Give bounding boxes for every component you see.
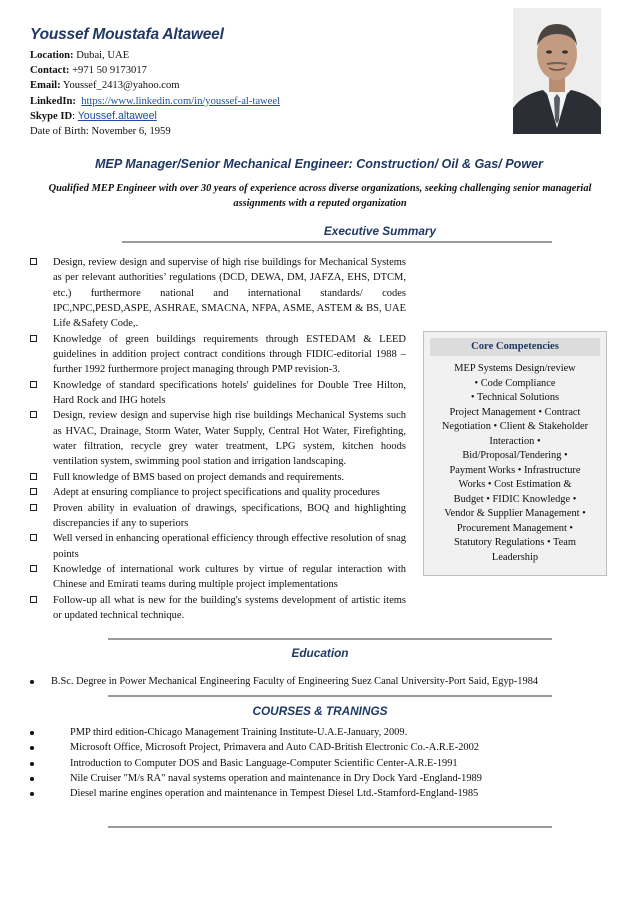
competency-line: Interaction •: [489, 435, 541, 447]
dob-label: Date of Birth:: [30, 126, 89, 138]
portrait-image: [513, 8, 601, 134]
checkbox-bullet-icon: [30, 335, 37, 342]
list-item: Design, review design and supervise high rise buildings Mechanical Systems such as HVAC, Drainage, Storm Water, Water Supply, Central Hot Water, Firefighting, water filtration, recycle grey water treatment, LPG system, kitchen hoods ventilation system, swimming pool station and irrigation landscaping.: [30, 408, 406, 469]
list-item: PMP third edition-Chicago Management Training Institute-U.A.E-January, 2009.: [30, 725, 610, 740]
competency-line: Budget • FIDIC Knowledge •: [453, 493, 577, 505]
contact-value: +971 50 9173017: [72, 65, 147, 77]
skype-label: Skype ID: [30, 110, 73, 122]
competency-line: Project Management • Contract: [449, 406, 581, 418]
competency-line: Bid/Proposal/Tendering •: [462, 450, 568, 461]
education-title: Education: [291, 646, 349, 660]
executive-summary-divider: [122, 241, 552, 243]
courses-bottom-divider: [108, 826, 552, 828]
list-item: Knowledge of standard specifications hotels' guidelines for Double Tree Hilton, Hard Rock and IHG hotels: [30, 378, 406, 409]
checkbox-bullet-icon: [30, 504, 37, 511]
education-list: [30, 674, 610, 689]
list-item: B.Sc. Degree in Power Mechanical Engineering Faculty of Engineering Suez Canal University-Port Said, Egyp-1984: [30, 674, 610, 689]
linkedin-label: LinkedIn:: [30, 95, 76, 107]
executive-summary-list: [30, 255, 406, 623]
competency-line: • Technical Solutions: [470, 392, 560, 403]
skype-link[interactable]: Youssef.altaweel: [77, 109, 157, 122]
core-competencies-box: [423, 331, 607, 576]
core-competencies-title: Core Competencies: [430, 338, 600, 356]
competency-line: Works • Cost Estimation &: [458, 479, 572, 490]
list-item: Full knowledge of BMS based on project demands and requirements.: [30, 470, 406, 485]
list-item: Follow-up all what is new for the building's systems development of artistic items or updated technical technique.: [30, 593, 406, 624]
checkbox-bullet-icon: [30, 258, 37, 265]
core-competencies-list: [424, 360, 606, 567]
checkbox-bullet-icon: [30, 473, 37, 480]
bullet-icon: [30, 777, 34, 781]
contact-label: Contact:: [30, 65, 70, 77]
list-item: Knowledge of green buildings requirements through ESTEDAM & LEED guidelines in addition project contract conditions through FIDIC-editorial 1988 –further 1992 furthermore project managing through PMP revision-3.: [30, 332, 406, 378]
email-label: Email:: [30, 80, 61, 92]
dob-value: November 6, 1959: [91, 126, 171, 138]
competency-line: Negotiation • Client & Stakeholder: [441, 421, 589, 432]
courses-top-divider: [108, 695, 552, 697]
courses-list: [30, 725, 610, 801]
bullet-icon: [30, 792, 34, 796]
dob-line: [30, 124, 490, 139]
email-value[interactable]: Youssef_2413@yahoo.com: [62, 80, 180, 92]
role-title: MEP Manager/Senior Mechanical Engineer: Construction/ Oil & Gas/ Power: [94, 157, 544, 171]
competency-line: Leadership: [491, 551, 539, 563]
bullet-icon: [30, 731, 34, 735]
bullet-icon: [30, 746, 34, 750]
contact-header: [30, 26, 490, 139]
executive-summary-title: Executive Summary: [323, 224, 437, 238]
education-top-divider: [108, 638, 552, 640]
linkedin-link[interactable]: https://www.linkedin.com/in/youssef-al-taweel: [81, 95, 281, 107]
email-line: [30, 78, 490, 93]
list-item: Adept at ensuring compliance to project specifications and quality procedures: [30, 485, 406, 500]
location-label: Location:: [30, 50, 74, 61]
checkbox-bullet-icon: [30, 534, 37, 541]
career-objective: Qualified MEP Engineer with over 30 years of experience across diverse organizations, seeking challenging senior managerial assignments with a reputed organization: [48, 183, 592, 209]
list-item: Nile Cruiser "M/s RA" naval systems operation and maintenance in Dry Dock Yard -England-1989: [30, 771, 610, 786]
list-item: Knowledge of international work cultures by virtue of regular interaction with Chinese and Emirati teams during multiple project implementations: [30, 562, 406, 593]
courses-title: COURSES & TRANINGS: [252, 704, 388, 718]
competency-line: Vendor & Supplier Management •: [444, 508, 586, 519]
checkbox-bullet-icon: [30, 488, 37, 495]
list-item: Well versed in enhancing operational efficiency through effective resolution of snag points: [30, 531, 406, 562]
checkbox-bullet-icon: [30, 411, 37, 418]
checkbox-bullet-icon: [30, 381, 37, 388]
contact-line: [30, 63, 490, 78]
location-line: [30, 48, 490, 63]
bullet-icon: [30, 762, 34, 766]
list-item: Introduction to Computer DOS and Basic Language-Computer Scientific Center-A.R.E-1991: [30, 756, 610, 771]
list-item: Design, review design and supervise of high rise buildings for Mechanical Systems as per relevant authorities’ regulations (DCD, DEWA, DM, JAFZA, EHS, DTCM, etc.) furthermore national and international standards/ codes IPC,NPC,PESD,ASPE, ASHRAE, SMACNA, NFPA, ASME, ASTEM & BS, UAE Life &Safety Code,.: [30, 255, 406, 332]
bullet-icon: [30, 680, 34, 684]
competency-line: • Code Compliance: [474, 377, 556, 389]
checkbox-bullet-icon: [30, 565, 37, 572]
list-item: Diesel marine engines operation and maintenance in Tempest Diesel Ltd.-Stamford-England-1985: [30, 786, 610, 801]
location-value: Dubai, UAE: [76, 50, 130, 61]
linkedin-line: [30, 94, 490, 109]
candidate-name: Youssef Moustafa Altaweel: [30, 26, 224, 43]
list-item: Microsoft Office, Microsoft Project, Primavera and Auto CAD-British Electronic Co.-A.R.E-2002: [30, 740, 610, 755]
skype-line: Skype ID: Youssef.altaweel: [30, 109, 157, 122]
competency-line: Payment Works • Infrastructure: [449, 464, 581, 476]
competency-line: Statutory Regulations • Team: [454, 537, 576, 548]
competency-line: Procurement Management •: [456, 522, 574, 534]
list-item: Proven ability in evaluation of drawings, specifications, BOQ and highlighting discrepancies if any to superiors: [30, 501, 406, 532]
competency-line: MEP Systems Design/review: [454, 363, 576, 374]
checkbox-bullet-icon: [30, 596, 37, 603]
profile-photo: [513, 8, 601, 134]
